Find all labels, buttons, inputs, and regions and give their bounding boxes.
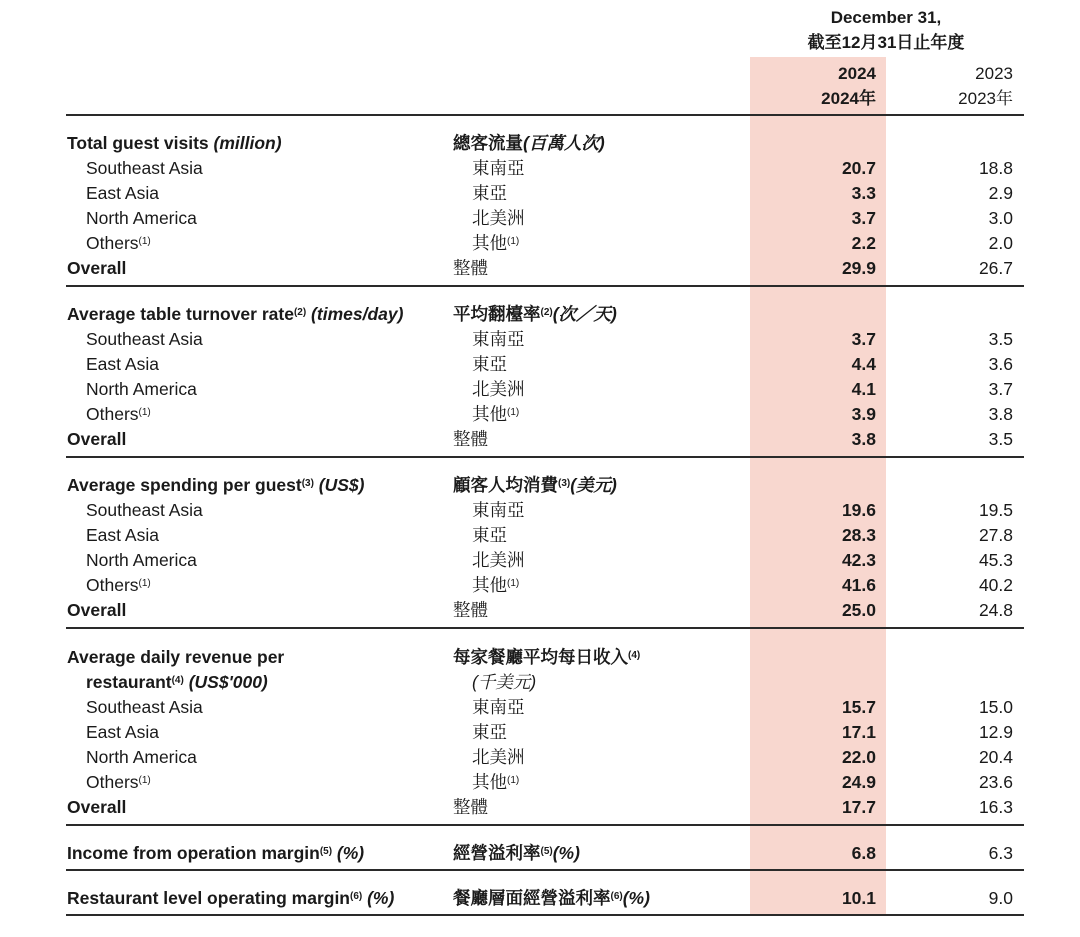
overall-value-2024: 3.8 (851, 429, 876, 449)
overall-row (0, 256, 1080, 281)
value-2023: 3.8 (988, 404, 1013, 424)
row-label: North America (86, 747, 197, 767)
section-title-zh: 每家餐廳平均每日收入$^{(4)}$ (453, 647, 641, 667)
value-2024: 2.2 (851, 233, 876, 253)
section-title-row (0, 645, 1080, 670)
row-label: Southeast Asia (86, 500, 203, 520)
overall-label-zh: 整體 (453, 797, 488, 817)
section-rule (66, 824, 1024, 826)
table-row (0, 770, 1080, 795)
value-2023: 20.4 (978, 747, 1013, 767)
value-2023: 2.9 (988, 183, 1013, 203)
row-label-zh: 東亞 (472, 183, 507, 203)
period-header-zh: 截至12月31日止年度 (807, 33, 965, 52)
section-title-row-2 (0, 670, 1080, 695)
section-rule (66, 285, 1024, 287)
row-label: Others$^{(1)}$ (86, 404, 151, 424)
row-label: East Asia (86, 354, 159, 374)
value-2023: 12.9 (978, 722, 1013, 742)
overall-row (0, 427, 1080, 452)
section-rule (66, 627, 1024, 629)
row-label: East Asia (86, 525, 159, 545)
value-2024: 4.4 (851, 354, 876, 374)
table-row (0, 231, 1080, 256)
table-row (0, 352, 1080, 377)
row-label-zh: 東亞 (472, 722, 507, 742)
year-2023-header-zh: 2023年 (958, 89, 1013, 108)
section-unit-zh: (千美元) (472, 672, 537, 692)
row-label-zh: 東南亞 (472, 500, 525, 520)
table-row (0, 695, 1080, 720)
value-2023: 3.7 (988, 379, 1013, 399)
overall-label-zh: 整體 (453, 258, 488, 278)
margin-label-zh: 餐廳層面經營溢利率$^{(6)}$(%) (453, 888, 650, 908)
row-label-zh: 東南亞 (472, 697, 525, 717)
year-2024-header: 2024 (838, 64, 876, 83)
margin-label-zh: 經營溢利率$^{(5)}$(%) (453, 843, 580, 863)
value-2024: 10.1 (841, 888, 876, 908)
header-rule (66, 114, 1024, 116)
value-2023: 6.3 (988, 843, 1013, 863)
value-2023: 40.2 (978, 575, 1013, 595)
margin-label: Income from operation margin$^{(5)}$ (%) (67, 843, 365, 863)
value-2024: 4.1 (851, 379, 876, 399)
overall-label: Overall (67, 797, 127, 817)
row-label: Southeast Asia (86, 158, 203, 178)
table-row (0, 548, 1080, 573)
table-row (0, 745, 1080, 770)
value-2024: 3.7 (851, 208, 876, 228)
overall-value-2024: 17.7 (841, 797, 876, 817)
value-2023: 3.5 (988, 329, 1013, 349)
row-label-zh: 北美洲 (472, 379, 525, 399)
row-label-zh: 東南亞 (472, 329, 525, 349)
section-title-row (0, 302, 1080, 327)
section-title-zh: 平均翻檯率$^{(2)}$(次／天) (453, 304, 617, 324)
row-label-zh: 北美洲 (472, 747, 525, 767)
value-2024: 24.9 (841, 772, 876, 792)
year-2024-header-zh: 2024年 (821, 89, 876, 108)
overall-value-2023: 3.5 (988, 429, 1013, 449)
table-row (0, 523, 1080, 548)
value-2024: 3.3 (851, 183, 876, 203)
value-2023: 19.5 (978, 500, 1013, 520)
overall-label-zh: 整體 (453, 600, 488, 620)
value-2024: 17.1 (841, 722, 876, 742)
overall-value-2023: 16.3 (978, 797, 1013, 817)
margin-row-income (0, 841, 1080, 866)
value-2024: 42.3 (841, 550, 876, 570)
row-label-zh: 其他$^{(1)}$ (472, 233, 520, 253)
period-header-en: December 31, (830, 8, 942, 27)
overall-row (0, 598, 1080, 623)
value-2024: 19.6 (841, 500, 876, 520)
overall-row (0, 795, 1080, 820)
section-rule (66, 456, 1024, 458)
section-title: Total guest visits (million) (67, 133, 282, 153)
row-label-zh: 東亞 (472, 525, 507, 545)
table-row (0, 573, 1080, 598)
row-label: North America (86, 550, 197, 570)
section-title-zh: 總客流量(百萬人次) (453, 133, 605, 153)
section-title-zh: 顧客人均消費$^{(3)}$(美元) (453, 475, 617, 495)
table-row (0, 377, 1080, 402)
row-label: North America (86, 379, 197, 399)
value-2023: 23.6 (978, 772, 1013, 792)
row-label-zh: 東南亞 (472, 158, 525, 178)
value-2023: 27.8 (978, 525, 1013, 545)
row-label-zh: 東亞 (472, 354, 507, 374)
row-label-zh: 北美洲 (472, 550, 525, 570)
row-label: Southeast Asia (86, 697, 203, 717)
overall-label: Overall (67, 600, 127, 620)
table-row (0, 327, 1080, 352)
overall-value-2023: 26.7 (978, 258, 1013, 278)
value-2024: 6.8 (851, 843, 876, 863)
row-label: Southeast Asia (86, 329, 203, 349)
table-row (0, 181, 1080, 206)
value-2024: 3.9 (851, 404, 876, 424)
value-2023: 3.0 (988, 208, 1013, 228)
value-2024: 28.3 (841, 525, 876, 545)
row-label: East Asia (86, 183, 159, 203)
margin-row-restaurant (0, 886, 1080, 911)
section-title-row (0, 473, 1080, 498)
section-title: Average table turnover rate$^{(2)}$ (times/day) (67, 304, 404, 324)
section-title-row (0, 131, 1080, 156)
overall-label-zh: 整體 (453, 429, 488, 449)
value-2024: 41.6 (841, 575, 876, 595)
section-rule (66, 869, 1024, 871)
section-title: Average daily revenue per (67, 647, 285, 667)
value-2024: 20.7 (841, 158, 876, 178)
overall-label: Overall (67, 258, 127, 278)
value-2024: 22.0 (841, 747, 876, 767)
section-title: Average spending per guest$^{(3)}$ (US$) (67, 475, 365, 495)
value-2023: 45.3 (978, 550, 1013, 570)
year-2023-header: 2023 (975, 64, 1013, 83)
section-title-line2: restaurant$^{(4)}$ (US$'000) (86, 672, 268, 692)
value-2024: 3.7 (851, 329, 876, 349)
row-label-zh: 北美洲 (472, 208, 525, 228)
value-2023: 15.0 (978, 697, 1013, 717)
overall-value-2023: 24.8 (978, 600, 1013, 620)
value-2023: 18.8 (978, 158, 1013, 178)
table-row (0, 206, 1080, 231)
value-2023: 2.0 (988, 233, 1013, 253)
margin-label: Restaurant level operating margin$^{(6)}$ (%) (67, 888, 395, 908)
row-label: Others$^{(1)}$ (86, 575, 151, 595)
overall-label: Overall (67, 429, 127, 449)
row-label: Others$^{(1)}$ (86, 233, 151, 253)
table-row (0, 498, 1080, 523)
overall-value-2024: 25.0 (841, 600, 876, 620)
bottom-rule (66, 914, 1024, 916)
value-2024: 15.7 (841, 697, 876, 717)
row-label-zh: 其他$^{(1)}$ (472, 575, 520, 595)
table-row (0, 156, 1080, 181)
row-label-zh: 其他$^{(1)}$ (472, 404, 520, 424)
row-label: East Asia (86, 722, 159, 742)
table-row (0, 720, 1080, 745)
row-label-zh: 其他$^{(1)}$ (472, 772, 520, 792)
row-label: Others$^{(1)}$ (86, 772, 151, 792)
row-label: North America (86, 208, 197, 228)
value-2023: 9.0 (988, 888, 1013, 908)
table-row (0, 402, 1080, 427)
value-2023: 3.6 (988, 354, 1013, 374)
overall-value-2024: 29.9 (841, 258, 876, 278)
